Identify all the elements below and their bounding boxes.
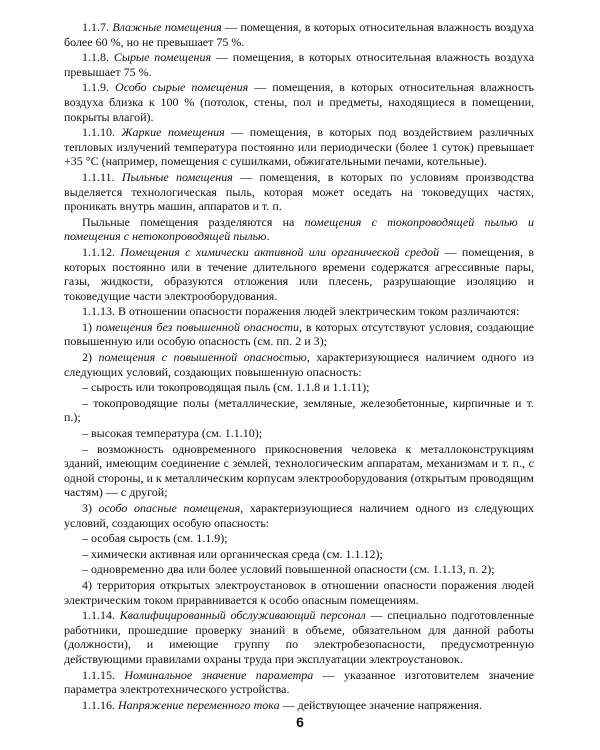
list-item-2: 2) помещения с повышенной опасностью, характеризующиеся наличием одного из следующих условий, создающих повышенную опасность: xyxy=(64,350,534,379)
condition-item: – высокая температура (см. 1.1.10); xyxy=(82,426,263,441)
definition-1-1-13: 1.1.13. В отношении опасности поражения людей электрическим током различаются: xyxy=(82,304,520,319)
condition-item: – особая сырость (см. 1.1.9); xyxy=(82,531,228,546)
term: Пыльные помещения xyxy=(121,169,233,184)
condition-item: – сырость или токопроводящая пыль (см. 1.1.8 и 1.1.11); xyxy=(82,380,370,395)
condition-item: – одновременно два или более условий повышенной опасности (см. 1.1.13, п. 2); xyxy=(82,562,495,577)
term: Номинальное значение параметра xyxy=(124,667,314,682)
page-number: 6 xyxy=(296,714,304,730)
condition-item: – химически активная или органическая среда (см. 1.1.12); xyxy=(82,546,383,561)
definition-1-1-10: 1.1.10. Жаркие помещения — помещения, в которых под воздействием различных тепловых излучений температура постоянно или периодически (более 1 суток) превышает +35 °С (например, помещения с сушилками, обжигательными печами, котельные). xyxy=(64,125,535,169)
term: Особо сырые помещения xyxy=(115,80,249,95)
condition-item: – токопроводящие полы (металлические, земляные, железобетонные, кирпичные и т. п.); xyxy=(64,395,534,425)
term: помещения без повышенной опасности xyxy=(95,319,299,334)
term: особо опасные помещения xyxy=(98,501,241,515)
definition-1-1-14: 1.1.14. Квалифицированный обслуживающий персонал — специально подготовленные работники, прошедшие проверку знаний в объеме, обязательном для данной работы (должности), и имеющие группу по электробезопасности, предусмотренную действующими правилами охраны труда при эксплуатации электроустановок. xyxy=(64,608,534,666)
definition-1-1-12: 1.1.12. Помещения с химически активной или органической средой — помещения, в которых постоянно или в течение длительного времени содержатся агрессивные пары, газы, жидкости, образуются отложения или плесень, разрушающие изоляцию и токоведущие части электрооборудования. xyxy=(64,244,535,303)
definition-1-1-15: 1.1.15. Номинальное значение параметра — указанное изготовителем значение параметра электротехнического устройства. xyxy=(64,667,534,697)
definition-1-1-16: 1.1.16. Напряжение переменного тока — действующее значение напряжения. xyxy=(82,697,483,712)
list-item-1: 1) помещения без повышенной опасности, в которых отсутствуют условия, создающие повышенную или особую опасность (см. пп. 2 и 3); xyxy=(64,319,534,349)
term: Жаркие помещения xyxy=(121,125,225,140)
term: Квалифицированный обслуживающий персонал xyxy=(119,608,366,623)
term: Напряжение переменного тока xyxy=(118,697,280,712)
definition-1-1-7: 1.1.7. Влажные помещения — помещения, в которых относительная влажность воздуха более 60 %, но не превышает 75 %. xyxy=(64,20,535,49)
list-item-4: 4) территория открытых электроустановок в отношении опасности поражения людей электрическим током приравнивается к особо опасным помещениям. xyxy=(64,577,534,607)
term: помещения с токопроводящей пылью и помещения с нетокопроводящей пылью xyxy=(64,214,534,244)
term: Помещения с химически активной или органической средой xyxy=(120,244,440,259)
dust-rooms-note: Пыльные помещения разделяются на помещения с токопроводящей пылью и помещения с нетокопроводящей пылью. xyxy=(64,214,534,244)
list-item-3: 3) особо опасные помещения, характеризующиеся наличием одного из следующих условий, создающих особую опасность: xyxy=(64,501,534,530)
definition-1-1-11: 1.1.11. Пыльные помещения — помещения, в которых по условиям производства выделяется технологическая пыль, которая может оседать на токоведущих частях, проникать внутрь машин, аппаратов и т. п. xyxy=(64,169,534,214)
page-body xyxy=(64,20,534,713)
definition-1-1-9: 1.1.9. Особо сырые помещения — помещения, в которых относительная влажность воздуха близка к 100 % (потолок, стены, пол и предметы, находящиеся в помещении, покрыты влагой). xyxy=(64,80,534,124)
condition-item: – возможность одновременного прикосновения человека к металлоконструкциям зданий, имеющим соединение с землей, технологическим аппаратам, механизмам и т. п., с одной стороны, и к металлическим корпусам электрооборудования (открытым проводящим частям) — с другой; xyxy=(64,441,534,500)
term: Влажные помещения xyxy=(112,20,222,34)
term: помещения с повышенной опасностью xyxy=(98,350,307,365)
term: Сырые помещения xyxy=(113,50,212,65)
definition-1-1-8: 1.1.8. Сырые помещения — помещения, в которых относительная влажность воздуха превышает 75 %. xyxy=(64,50,535,79)
